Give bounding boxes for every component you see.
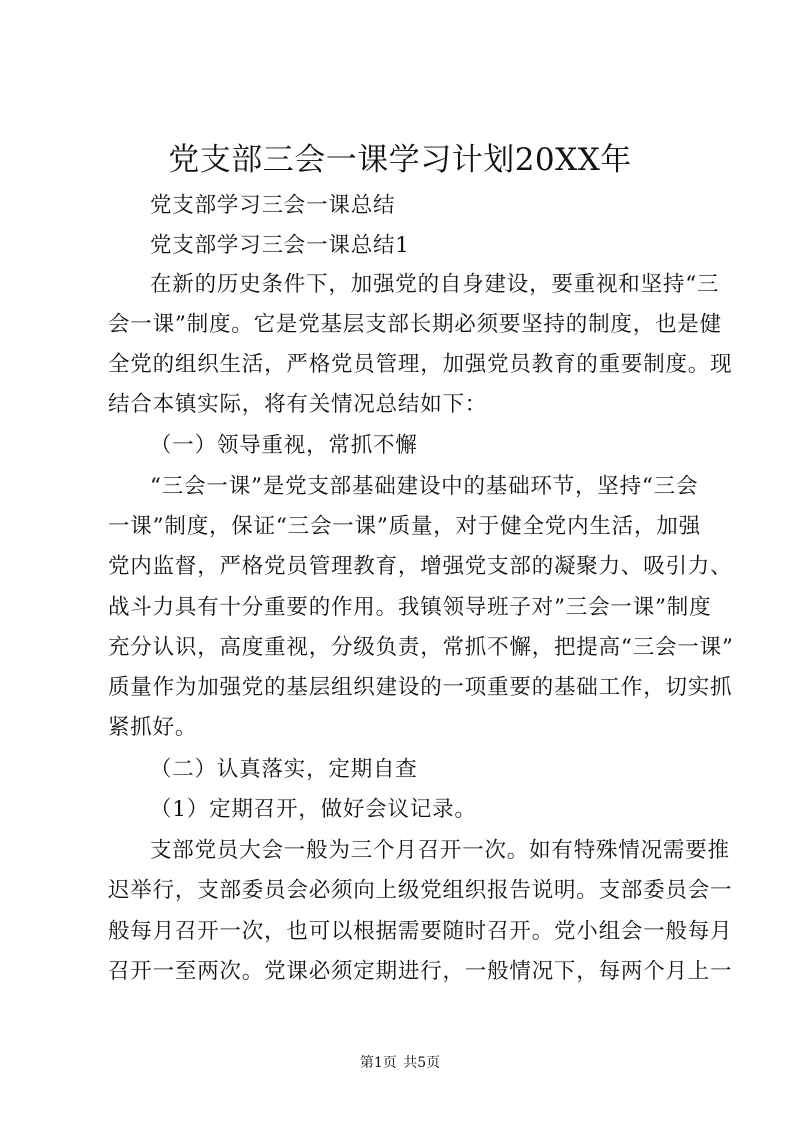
paragraph-line: 召开一至两次。党课必须定期进行，一般情况下，每两个月上一: [108, 959, 733, 984]
paragraph-line: 党内监督，严格党员管理教育，增强党支部的凝聚力、吸引力、: [108, 554, 733, 579]
paragraph-line: 充分认识，高度重视，分级负责，常抓不懈，把提高“三会一课”: [108, 635, 734, 660]
paragraph-line: 般每月召开一次，也可以根据需要随时召开。党小组会一般每月: [108, 919, 733, 944]
paragraph-line: 全党的组织生活，严格党员管理，加强党员教育的重要制度。现: [108, 352, 733, 377]
paragraph-line: 紧抓好。: [108, 715, 198, 740]
paragraph-line: “三会一课”是党支部基础建设中的基础环节，坚持“三会: [150, 474, 699, 499]
page-number: 第1页: [359, 1055, 397, 1071]
page-footer: [0, 1053, 800, 1073]
paragraph-line: 支部党员大会一般为三个月召开一次。如有特殊情况需要推: [150, 838, 730, 863]
paragraph-line: 会一课”制度。它是党基层支部长期必须要坚持的制度，也是健: [108, 312, 722, 337]
section-heading: （二）认真落实，定期自查: [150, 757, 418, 782]
paragraph-line: 一课”制度，保证“三会一课”质量，对于健全党内生活，加强: [108, 514, 701, 539]
subtitle-line: 党支部学习三会一课总结1: [150, 233, 410, 258]
paragraph-line: 战斗力具有十分重要的作用。我镇领导班子对”三会一课”制度: [108, 595, 712, 620]
paragraph-line: 结合本镇实际，将有关情况总结如下：: [108, 392, 488, 417]
section-heading: （一）领导重视，常抓不懈: [150, 433, 418, 458]
paragraph-line: 质量作为加强党的基层组织建设的一项重要的基础工作，切实抓: [108, 675, 733, 700]
subtitle-line: 党支部学习三会一课总结: [150, 193, 396, 218]
paragraph-line: 在新的历史条件下，加强党的自身建设，要重视和坚持“三: [150, 272, 720, 297]
page-total: 共5页: [403, 1055, 441, 1071]
document-title: 党支部三会一课学习计划20XX年: [168, 142, 632, 178]
paragraph-line: 迟举行，支部委员会必须向上级党组织报告说明。支部委员会一: [108, 878, 733, 903]
subsection-heading: （1）定期召开，做好会议记录。: [150, 797, 477, 822]
